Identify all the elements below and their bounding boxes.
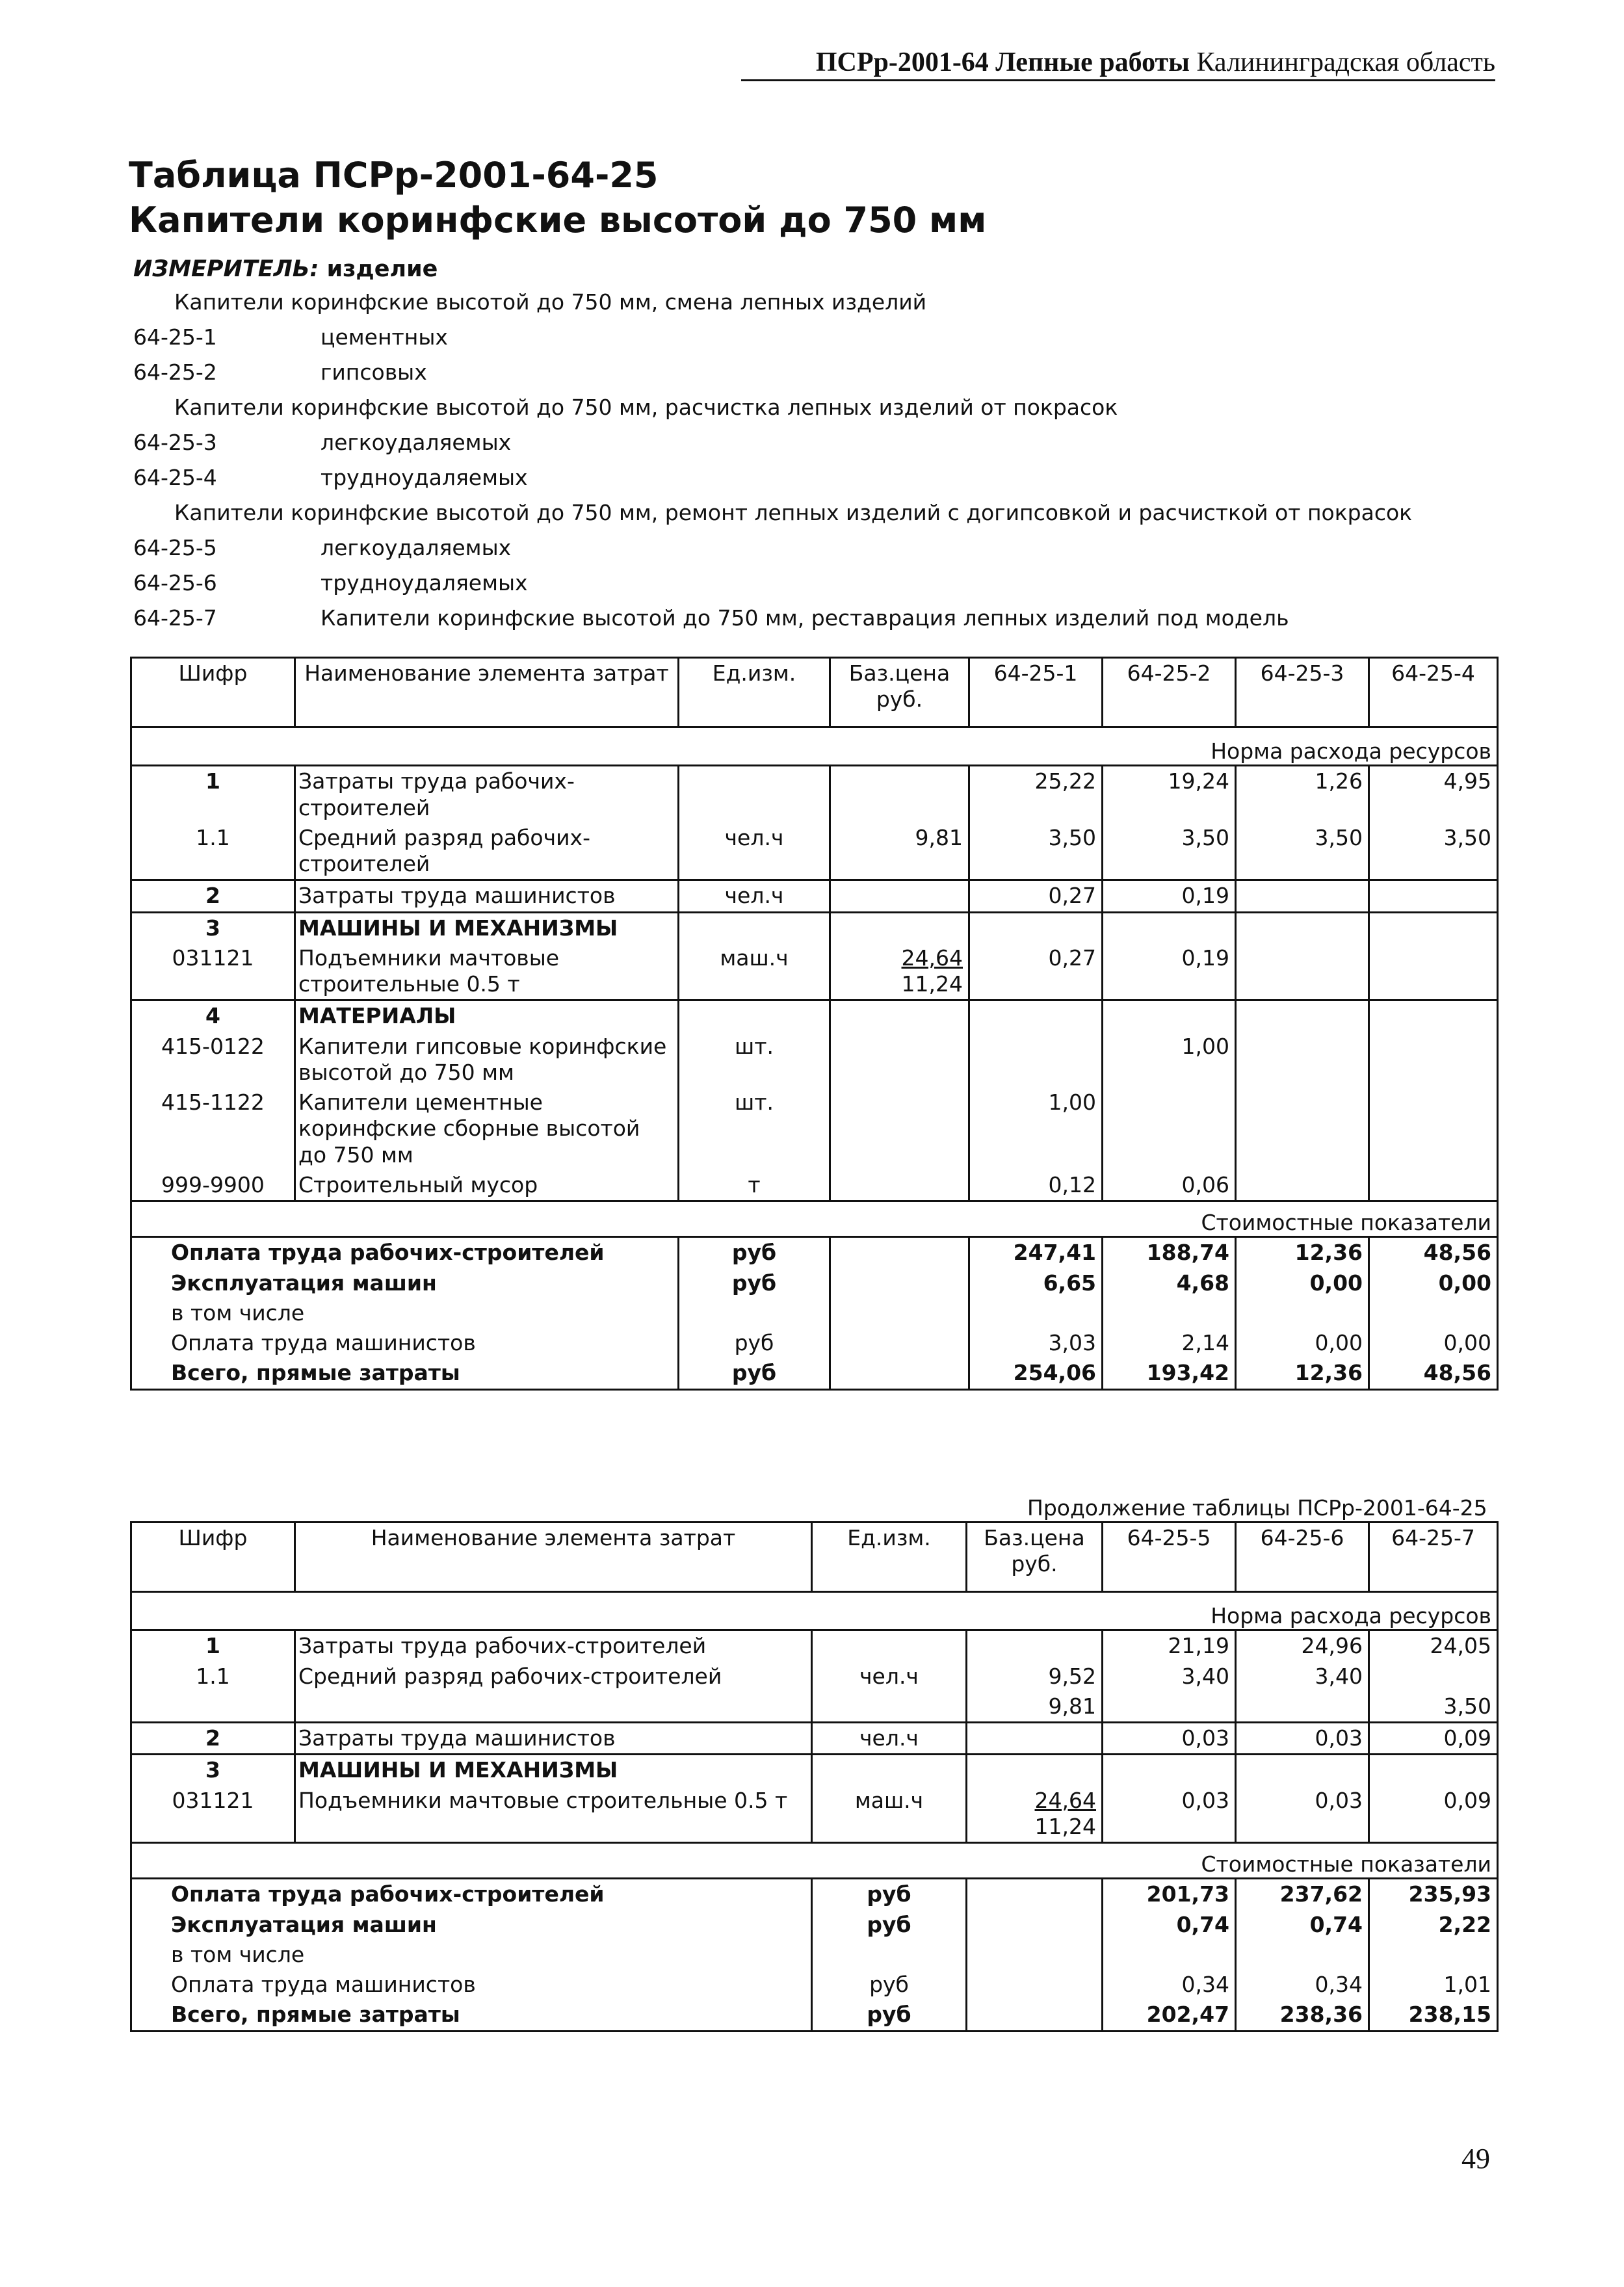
cost-value: 0,34 xyxy=(1103,1970,1236,2000)
description-text: цементных xyxy=(321,324,448,350)
table-row xyxy=(131,880,1498,912)
column-header-variant: 64-25-7 xyxy=(1369,1522,1498,1592)
cost-value: 0,74 xyxy=(1236,1910,1369,1940)
section-norm-label: Норма расхода ресурсов xyxy=(131,1592,1498,1630)
table-row xyxy=(131,1630,1498,1662)
cost-value: 254,06 xyxy=(969,1358,1103,1389)
description-code: 64-25-7 xyxy=(133,605,217,631)
cost-name: в том числе xyxy=(131,1298,679,1328)
cell-code: 415-0122 xyxy=(131,1032,295,1088)
cost-value: 0,74 xyxy=(1103,1910,1236,1940)
cost-value: 12,36 xyxy=(1236,1358,1369,1389)
cell-value xyxy=(1236,943,1369,1000)
cell-value: 3,50 xyxy=(1103,823,1236,880)
cell-value: 1,26 xyxy=(1236,766,1369,823)
cell-value: 0,27 xyxy=(969,880,1103,912)
cell-code: 3 xyxy=(131,1755,295,1786)
cell-value xyxy=(1236,1032,1369,1088)
cell-name: Затраты труда рабочих-строителей xyxy=(295,1630,812,1662)
cell-value: 24,96 xyxy=(1236,1630,1369,1662)
column-header-name: Наименование элемента затрат xyxy=(295,1522,812,1592)
cost-value: 2,14 xyxy=(1103,1328,1236,1358)
cost-name: Эксплуатация машин xyxy=(131,1910,812,1940)
table-row xyxy=(131,823,1498,880)
cell-value: 3,50 xyxy=(969,823,1103,880)
cell-unit xyxy=(812,1630,967,1662)
cell-unit: маш.ч xyxy=(812,1786,967,1843)
cell-value: 0,03 xyxy=(1236,1723,1369,1755)
cost-value: 4,68 xyxy=(1103,1268,1236,1298)
cell-name: Строительный мусор xyxy=(295,1170,679,1201)
cost-row xyxy=(131,1298,1498,1328)
cell-code: 031121 xyxy=(131,943,295,1000)
cell-value xyxy=(1369,1088,1498,1170)
column-header-variant: 64-25-1 xyxy=(969,658,1103,727)
section-norm-label: Норма расхода ресурсов xyxy=(131,727,1498,766)
cell-value: 3,40 xyxy=(1236,1662,1369,1692)
cost-row xyxy=(131,1910,1498,1940)
cell-value: 0,27 xyxy=(969,943,1103,1000)
resource-table-continuation xyxy=(130,1521,1499,2032)
cost-value: 247,41 xyxy=(969,1237,1103,1268)
cost-row xyxy=(131,2000,1498,2031)
column-header-variant: 64-25-5 xyxy=(1103,1522,1236,1592)
resource-table-main xyxy=(130,657,1499,1391)
cell-value: 0,03 xyxy=(1103,1786,1236,1843)
cell-unit: чел.ч xyxy=(679,823,830,880)
cell-price-current: 11,24 xyxy=(901,971,963,997)
description-text: легкоудаляемых xyxy=(321,430,512,455)
section-cost-label: Стоимостные показатели xyxy=(131,1201,1498,1237)
cell-name: Капители гипсовые коринфские высотой до 750 мм xyxy=(295,1032,679,1088)
description-text: Капители коринфские высотой до 750 мм, реставрация лепных изделий под модель xyxy=(321,605,1289,631)
cell-unit: чел.ч xyxy=(812,1723,967,1755)
cost-value: 48,56 xyxy=(1369,1358,1498,1389)
cell-value xyxy=(1236,880,1369,912)
cell-unit: т xyxy=(679,1170,830,1201)
description-code: 64-25-6 xyxy=(133,570,217,595)
cell-unit xyxy=(812,1692,967,1723)
description-text: трудноудаляемых xyxy=(321,570,528,595)
cell-price xyxy=(967,1630,1103,1662)
table-section-row xyxy=(131,1755,1498,1786)
column-header-variant: 64-25-3 xyxy=(1236,658,1369,727)
table-row xyxy=(131,1786,1498,1843)
cost-value: 201,73 xyxy=(1103,1879,1236,1910)
column-header-code: Шифр xyxy=(131,1522,295,1592)
cell-value: 3,40 xyxy=(1103,1662,1236,1692)
cell-code: 2 xyxy=(131,1723,295,1755)
cell-code: 1.1 xyxy=(131,823,295,880)
description-group-heading: Капители коринфские высотой до 750 мм, смена лепных изделий xyxy=(174,289,927,315)
cost-name: Оплата труда рабочих-строителей xyxy=(131,1237,679,1268)
description-code: 64-25-3 xyxy=(133,430,217,455)
cell-value xyxy=(1369,1032,1498,1088)
table-row xyxy=(131,1723,1498,1755)
cost-value: 48,56 xyxy=(1369,1237,1498,1268)
cell-value: 24,05 xyxy=(1369,1630,1498,1662)
cell-price-base: 24,64 xyxy=(1034,1787,1096,1813)
cost-row xyxy=(131,1268,1498,1298)
cell-value: 0,19 xyxy=(1103,943,1236,1000)
cost-name: Оплата труда машинистов xyxy=(131,1328,679,1358)
table-subtitle: Капители коринфские высотой до 750 мм xyxy=(129,200,987,241)
continuation-label: Продолжение таблицы ПСРр-2001-64-25 xyxy=(1027,1495,1487,1521)
measure-value: изделие xyxy=(326,256,438,282)
cost-value: 202,47 xyxy=(1103,2000,1236,2031)
cell-value: 0,03 xyxy=(1103,1723,1236,1755)
cell-price xyxy=(830,1032,969,1088)
header-region: Калининградская область xyxy=(1196,47,1495,77)
cell-price xyxy=(830,880,969,912)
cost-value: 193,42 xyxy=(1103,1358,1236,1389)
cost-value: 12,36 xyxy=(1236,1237,1369,1268)
cost-value: 238,36 xyxy=(1236,2000,1369,2031)
cell-price: 9,52 xyxy=(967,1662,1103,1692)
cell-code: 1 xyxy=(131,1630,295,1662)
description-group-heading: Капители коринфские высотой до 750 мм, расчистка лепных изделий от покрасок xyxy=(174,395,1118,420)
column-header-variant: 64-25-2 xyxy=(1103,658,1236,727)
cost-value: 235,93 xyxy=(1369,1879,1498,1910)
cost-value: 0,00 xyxy=(1236,1328,1369,1358)
cost-unit: руб xyxy=(679,1328,830,1358)
cost-row xyxy=(131,1237,1498,1268)
cost-name: Эксплуатация машин xyxy=(131,1268,679,1298)
cost-value: 0,00 xyxy=(1369,1268,1498,1298)
cost-unit: руб xyxy=(679,1358,830,1389)
cell-name: Затраты труда машинистов xyxy=(295,880,679,912)
cell-name: Подъемники мачтовые строительные 0.5 т xyxy=(295,1786,812,1843)
description-code: 64-25-2 xyxy=(133,359,217,385)
cost-value: 0,34 xyxy=(1236,1970,1369,2000)
table-row xyxy=(131,1032,1498,1088)
cell-price xyxy=(830,1088,969,1170)
table-section-row xyxy=(131,1000,1498,1032)
cell-price-pair xyxy=(967,1786,1103,1843)
cost-value: 1,01 xyxy=(1369,1970,1498,2000)
running-header xyxy=(741,47,1495,81)
measure-label: ИЗМЕРИТЕЛЬ: xyxy=(133,256,319,282)
column-header-unit: Ед.изм. xyxy=(679,658,830,727)
cell-name: Средний разряд рабочих-строителей xyxy=(295,1662,812,1692)
cell-code xyxy=(131,1692,295,1723)
description-text: трудноудаляемых xyxy=(321,465,528,490)
cost-unit: руб xyxy=(812,1970,967,2000)
column-header-unit: Ед.изм. xyxy=(812,1522,967,1592)
cost-name: Оплата труда машинистов xyxy=(131,1970,812,2000)
cell-price-base: 24,64 xyxy=(901,945,963,971)
section-heading-materials: МАТЕРИАЛЫ xyxy=(295,1000,679,1032)
table-section-row xyxy=(131,912,1498,943)
table-row xyxy=(131,1170,1498,1201)
cell-value xyxy=(969,1032,1103,1088)
cost-name: в том числе xyxy=(131,1940,812,1970)
cell-code: 031121 xyxy=(131,1786,295,1843)
cost-name: Всего, прямые затраты xyxy=(131,1358,679,1389)
cost-unit: руб xyxy=(679,1237,830,1268)
table-header-row xyxy=(131,658,1498,727)
description-group-heading: Капители коринфские высотой до 750 мм, ремонт лепных изделий с догипсовкой и расчисткой от покрасок xyxy=(174,500,1413,525)
cost-unit: руб xyxy=(812,2000,967,2031)
description-text: легкоудаляемых xyxy=(321,535,512,560)
cell-value: 0,09 xyxy=(1369,1786,1498,1843)
cost-name: Оплата труда рабочих-строителей xyxy=(131,1879,812,1910)
cell-code: 999-9900 xyxy=(131,1170,295,1201)
column-header-price: Баз.цена руб. xyxy=(967,1522,1103,1592)
cell-value: 21,19 xyxy=(1103,1630,1236,1662)
cell-value: 0,06 xyxy=(1103,1170,1236,1201)
cell-value xyxy=(1236,1692,1369,1723)
section-cost-label: Стоимостные показатели xyxy=(131,1843,1498,1879)
cell-value: 3,50 xyxy=(1369,823,1498,880)
cell-value: 0,19 xyxy=(1103,880,1236,912)
cost-unit: руб xyxy=(679,1268,830,1298)
cell-name: Капители цементные коринфские сборные высотой до 750 мм xyxy=(295,1088,679,1170)
cell-unit xyxy=(679,766,830,823)
cost-unit: руб xyxy=(812,1879,967,1910)
cell-name: Затраты труда рабочих-строителей xyxy=(295,766,679,823)
measure-line xyxy=(133,256,438,282)
cell-value: 1,00 xyxy=(969,1088,1103,1170)
cell-code: 4 xyxy=(131,1000,295,1032)
cell-code: 1 xyxy=(131,766,295,823)
table-row xyxy=(131,1088,1498,1170)
cost-value: 0,00 xyxy=(1236,1268,1369,1298)
table-row xyxy=(131,1692,1498,1723)
column-header-name: Наименование элемента затрат xyxy=(295,658,679,727)
cost-row xyxy=(131,1328,1498,1358)
cell-code: 1.1 xyxy=(131,1662,295,1692)
cell-value xyxy=(1236,1088,1369,1170)
cost-value: 0,00 xyxy=(1369,1328,1498,1358)
cost-row xyxy=(131,1970,1498,2000)
cell-value: 0,12 xyxy=(969,1170,1103,1201)
cell-name: Подъемники мачтовые строительные 0.5 т xyxy=(295,943,679,1000)
section-heading-machines: МАШИНЫ И МЕХАНИЗМЫ xyxy=(295,1755,812,1786)
cell-name: Средний разряд рабочих-строителей xyxy=(295,823,679,880)
cell-value xyxy=(1236,1170,1369,1201)
cell-value xyxy=(1103,1692,1236,1723)
cost-row xyxy=(131,1358,1498,1389)
cell-unit: шт. xyxy=(679,1032,830,1088)
cell-unit: шт. xyxy=(679,1088,830,1170)
cell-name: Затраты труда машинистов xyxy=(295,1723,812,1755)
column-header-code: Шифр xyxy=(131,658,295,727)
cell-value xyxy=(1369,880,1498,912)
cell-price xyxy=(830,1170,969,1201)
cell-unit: чел.ч xyxy=(812,1662,967,1692)
description-code: 64-25-4 xyxy=(133,465,217,490)
table-row xyxy=(131,1662,1498,1692)
description-code: 64-25-5 xyxy=(133,535,217,560)
cell-value xyxy=(1369,1170,1498,1201)
cost-value: 2,22 xyxy=(1369,1910,1498,1940)
cell-price: 9,81 xyxy=(967,1692,1103,1723)
cell-price xyxy=(967,1723,1103,1755)
cost-row xyxy=(131,1879,1498,1910)
cell-value: 4,95 xyxy=(1369,766,1498,823)
cell-name xyxy=(295,1692,812,1723)
cell-value xyxy=(1369,943,1498,1000)
cell-code: 3 xyxy=(131,912,295,943)
header-code-title: ПСРр-2001-64 Лепные работы xyxy=(815,47,1190,77)
cost-row xyxy=(131,1940,1498,1970)
cell-value: 3,50 xyxy=(1369,1692,1498,1723)
cell-value: 0,09 xyxy=(1369,1723,1498,1755)
column-header-variant: 64-25-6 xyxy=(1236,1522,1369,1592)
cell-value: 3,50 xyxy=(1236,823,1369,880)
cell-code: 415-1122 xyxy=(131,1088,295,1170)
cost-unit: руб xyxy=(812,1910,967,1940)
table-title: Таблица ПСРр-2001-64-25 xyxy=(129,155,659,196)
cell-code: 2 xyxy=(131,880,295,912)
cell-value xyxy=(1369,1662,1498,1692)
cell-value: 1,00 xyxy=(1103,1032,1236,1088)
description-text: гипсовых xyxy=(321,359,427,385)
cost-value: 237,62 xyxy=(1236,1879,1369,1910)
cell-price-current: 11,24 xyxy=(1034,1813,1096,1839)
cost-value: 188,74 xyxy=(1103,1237,1236,1268)
table-row xyxy=(131,766,1498,823)
description-code: 64-25-1 xyxy=(133,324,217,350)
cost-name: Всего, прямые затраты xyxy=(131,2000,812,2031)
cell-unit: чел.ч xyxy=(679,880,830,912)
cell-price-pair xyxy=(830,943,969,1000)
cost-value: 6,65 xyxy=(969,1268,1103,1298)
table-header-row xyxy=(131,1522,1498,1592)
table-row xyxy=(131,943,1498,1000)
column-header-price: Баз.цена руб. xyxy=(830,658,969,727)
column-header-variant: 64-25-4 xyxy=(1369,658,1498,727)
page-number: 49 xyxy=(1461,2143,1490,2175)
cell-price: 9,81 xyxy=(830,823,969,880)
cell-value: 19,24 xyxy=(1103,766,1236,823)
cell-value: 0,03 xyxy=(1236,1786,1369,1843)
cost-value: 238,15 xyxy=(1369,2000,1498,2031)
cell-price xyxy=(830,766,969,823)
cell-value xyxy=(1103,1088,1236,1170)
cell-value: 25,22 xyxy=(969,766,1103,823)
cell-unit: маш.ч xyxy=(679,943,830,1000)
section-heading-machines: МАШИНЫ И МЕХАНИЗМЫ xyxy=(295,912,679,943)
cost-value: 3,03 xyxy=(969,1328,1103,1358)
